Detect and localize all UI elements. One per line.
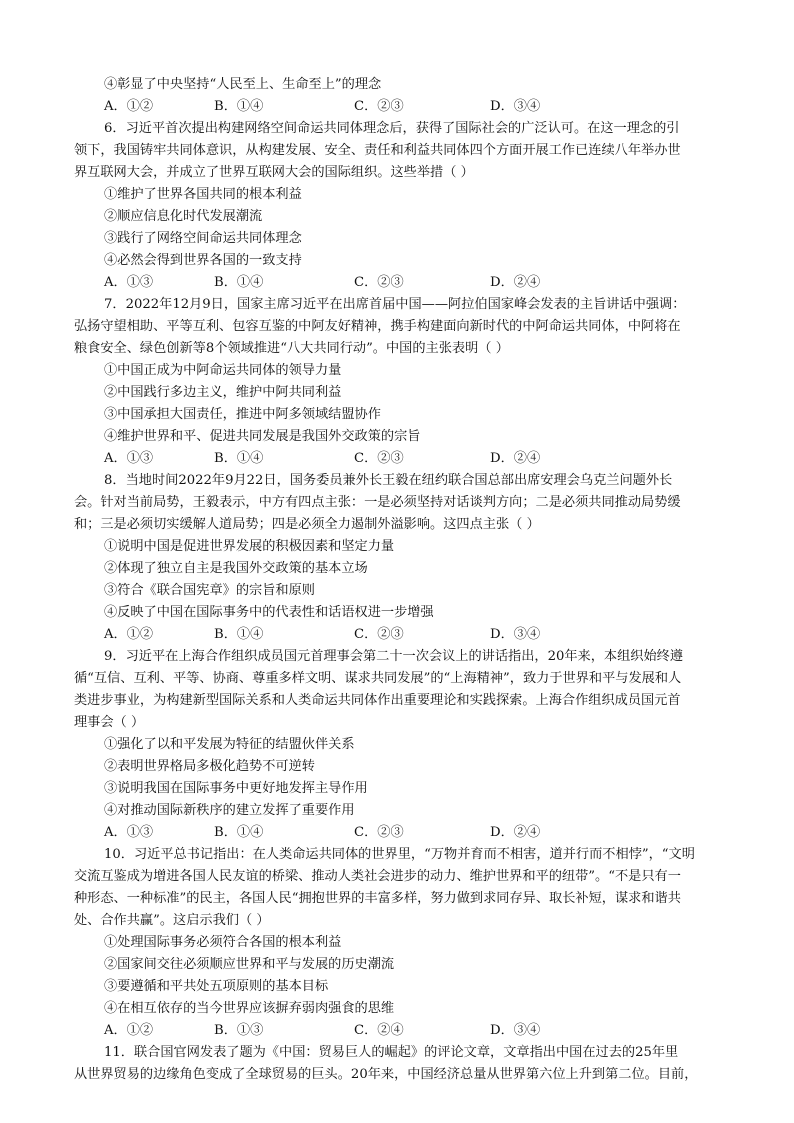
choice-text: ①处理国际事务必须符合各国的根本利益 bbox=[104, 935, 342, 950]
question-10-stem: 种形态、一种标准”的民主，各国人民“拥抱世界的丰富多样，努力做到求同存异、取长补短，谋求和谐共 bbox=[74, 891, 681, 906]
question-6-stem: 6．习近平首次提出构建网络空间命运共同体理念后，获得了国际社会的广泛认可。在这一理念的引 bbox=[104, 121, 680, 136]
option-c: C．②③ bbox=[354, 451, 404, 466]
option-d: D．③④ bbox=[490, 627, 541, 642]
choice-text: ④必然会得到世界各国的一致支持 bbox=[104, 253, 302, 268]
question-11-stem: 11．联合国官网发表了题为《中国：贸易巨人的崛起》的评论文章，文章指出中国在过去的25年里 bbox=[104, 1045, 679, 1060]
question-9-stem: 理事会（ ） bbox=[74, 715, 145, 730]
option-d: D．②④ bbox=[490, 825, 541, 840]
choice-text: ③说明我国在国际事务中更好地发挥主导作用 bbox=[104, 781, 368, 796]
question-9-stem: 类进步事业，为构建新型国际关系和人类命运共同体作出重要理论和实践探索。上海合作组织成员国元首 bbox=[74, 693, 681, 708]
choice-text: ③中国承担大国责任，推进中阿多领域结盟协作 bbox=[104, 407, 381, 422]
option-d: D．③④ bbox=[490, 99, 541, 114]
question-10-stem: 处、合作共赢”。这启示我们（ ） bbox=[74, 913, 270, 928]
choice-text: ④在相互依存的当今世界应该摒弃弱肉强食的思维 bbox=[104, 1001, 395, 1016]
choice-text: ④对推动国际新秩序的建立发挥了重要作用 bbox=[104, 803, 355, 818]
option-a: A．①② bbox=[104, 99, 154, 114]
choice-text: ①维护了世界各国共同的根本利益 bbox=[104, 187, 302, 202]
option-b: B．①③ bbox=[214, 1023, 264, 1038]
option-c: C．②④ bbox=[354, 1023, 404, 1038]
choice-text: ①强化了以和平发展为特征的结盟伙伴关系 bbox=[104, 737, 355, 752]
option-a: A．①② bbox=[104, 627, 154, 642]
choice-text: ③践行了网络空间命运共同体理念 bbox=[104, 231, 302, 246]
question-6-stem: 领下，我国铸牢共同体意识，从构建发展、安全、责任和利益共同体四个方面开展工作已连续八年举办世 bbox=[74, 143, 681, 158]
choice-text: ③要遵循和平共处五项原则的基本目标 bbox=[104, 979, 329, 994]
choice-text: ②顺应信息化时代发展潮流 bbox=[104, 209, 263, 224]
option-c: C．②③ bbox=[354, 99, 404, 114]
choice-text: ③符合《联合国宪章》的宗旨和原则 bbox=[104, 583, 315, 598]
choice-text: ④反映了中国在国际事务中的代表性和话语权进一步增强 bbox=[104, 605, 434, 620]
question-7-stem: 7．2022年12月9日，国家主席习近平在出席首届中国——阿拉伯国家峰会发表的主旨讲话中强调： bbox=[104, 297, 686, 312]
choice-text: ①中国正成为中阿命运共同体的领导力量 bbox=[104, 363, 342, 378]
option-c: C．②③ bbox=[354, 825, 404, 840]
option-d: D．②④ bbox=[490, 275, 541, 290]
option-a: A．①③ bbox=[104, 825, 154, 840]
option-c: C．②③ bbox=[354, 275, 404, 290]
choice-text: ④维护世界和平、促进共同发展是我国外交政策的宗旨 bbox=[104, 429, 421, 444]
question-8-stem: 8．当地时间2022年9月22日，国务委员兼外长王毅在纽约联合国总部出席安理会乌克兰问题外长 bbox=[104, 473, 673, 488]
option-c: C．②③ bbox=[354, 627, 404, 642]
question-8-stem: 会。针对当前局势，王毅表示，中方有四点主张：一是必须坚持对话谈判方向；二是必须共同推动局势缓 bbox=[74, 495, 681, 510]
option-a: A．①③ bbox=[104, 451, 154, 466]
choice-text: ④彰显了中央坚持“人民至上、生命至上”的理念 bbox=[104, 77, 382, 92]
option-d: D．②④ bbox=[490, 451, 541, 466]
choice-text: ①说明中国是促进世界发展的积极因素和坚定力量 bbox=[104, 539, 395, 554]
choice-text: ②表明世界格局多极化趋势不可逆转 bbox=[104, 759, 315, 774]
option-a: A．①③ bbox=[104, 275, 154, 290]
question-6-stem: 界互联网大会，并成立了世界互联网大会的国际组织。这些举措（ ） bbox=[74, 165, 474, 180]
question-11-stem: 从世界贸易的边缘角色变成了全球贸易的巨头。20年来，中国经济总量从世界第六位上升到第二位。目前， bbox=[74, 1067, 698, 1082]
question-9-stem: 9．习近平在上海合作组织成员国元首理事会第二十一次会议上的讲话指出，20年来，本组织始终遵 bbox=[104, 649, 684, 664]
choice-text: ②国家间交往必须顺应世界和平与发展的历史潮流 bbox=[104, 957, 395, 972]
option-b: B．①④ bbox=[214, 825, 264, 840]
question-7-stem: 弘扬守望相助、平等互利、包容互鉴的中阿友好精神，携手构建面向新时代的中阿命运共同体，中阿将在 bbox=[74, 319, 681, 334]
question-8-stem: 和；三是必须切实缓解人道局势；四是必须全力遏制外溢影响。这四点主张（ ） bbox=[74, 517, 540, 532]
choice-text: ②中国践行多边主义，维护中阿共同利益 bbox=[104, 385, 342, 400]
option-d: D．③④ bbox=[490, 1023, 541, 1038]
option-b: B．①④ bbox=[214, 451, 264, 466]
option-b: B．①④ bbox=[214, 275, 264, 290]
choice-text: ②体现了独立自主是我国外交政策的基本立场 bbox=[104, 561, 368, 576]
option-b: B．①④ bbox=[214, 627, 264, 642]
option-a: A．①② bbox=[104, 1023, 154, 1038]
question-9-stem: 循“互信、互利、平等、协商、尊重多样文明、谋求共同发展”的“上海精神”，致力于世界和平与发展和人 bbox=[74, 671, 682, 686]
question-7-stem: 粮食安全、绿色创新等8个领域推进“八大共同行动”。中国的主张表明（ ） bbox=[74, 341, 509, 356]
option-b: B．①④ bbox=[214, 99, 264, 114]
question-10-stem: 10．习近平总书记指出：在人类命运共同体的世界里，“万物并育而不相害，道并行而不相悖”，“文明 bbox=[104, 847, 695, 862]
question-10-stem: 交流互鉴成为增进各国人民友谊的桥梁、推动人类社会进步的动力、维护世界和平的纽带”。“不是只有一 bbox=[74, 869, 681, 884]
